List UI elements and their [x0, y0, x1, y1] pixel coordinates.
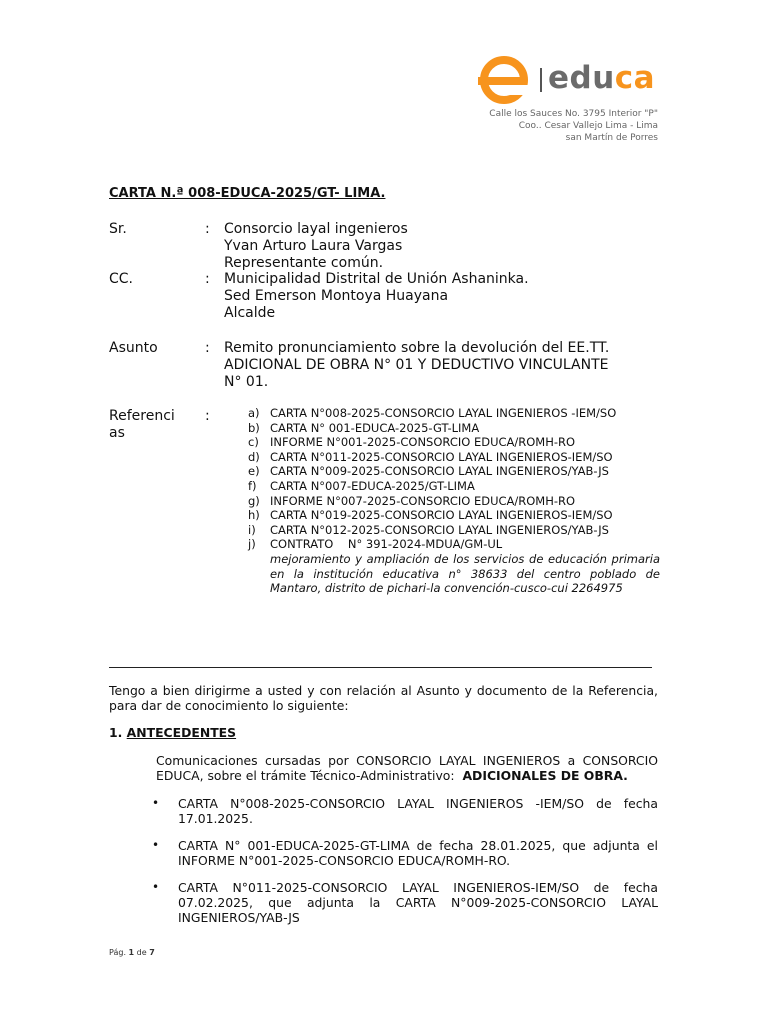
reference-item: [248, 494, 660, 509]
bullet-icon: •: [152, 796, 160, 810]
cc-label: CC.: [109, 271, 134, 287]
referencias-label: [109, 408, 175, 442]
asunto-colon: :: [205, 340, 210, 356]
section-title: ANTECEDENTES: [126, 725, 237, 740]
bullet-item: [152, 838, 658, 868]
reference-letter: i): [248, 522, 256, 537]
section-heading: [109, 725, 236, 740]
reference-text: CARTA N°008-2025-CONSORCIO LAYAL INGENIEROS -IEM/SO: [270, 406, 617, 420]
referencias-label-line: as: [109, 425, 125, 441]
reference-text: CARTA N°019-2025-CONSORCIO LAYAL INGENIEROS-IEM/SO: [270, 508, 613, 523]
reference-letter: f): [248, 478, 257, 493]
educa-logo: [478, 56, 668, 106]
footer-total: 7: [149, 948, 155, 957]
reference-item: [248, 406, 660, 421]
educa-e-logo-icon: [478, 56, 534, 108]
reference-text: INFORME N°001-2025-CONSORCIO EDUCA/ROMH-RO: [270, 435, 576, 450]
cc-line: Alcalde: [224, 305, 276, 321]
reference-letter: b): [248, 420, 260, 435]
references-list: [248, 406, 660, 596]
communications-paragraph: [156, 753, 658, 783]
reference-letter: e): [248, 464, 260, 479]
sr-line: Consorcio layal ingenieros: [224, 221, 408, 237]
bullet-text: CARTA N°008-2025-CONSORCIO LAYAL INGENIEROS -IEM/SO de fecha 17.01.2025.: [178, 796, 658, 826]
reference-item: [248, 537, 660, 552]
cc-line: Municipalidad Distrital de Unión Ashaninka.: [224, 271, 529, 287]
asunto-label: Asunto: [109, 340, 158, 356]
address-line: Calle los Sauces No. 3795 Interior "P": [489, 109, 658, 119]
sr-recipient: [224, 221, 408, 272]
sr-colon: :: [205, 221, 210, 237]
bullet-text: CARTA N°011-2025-CONSORCIO LAYAL INGENIEROS-IEM/SO de fecha 07.02.2025, que adjunta la CARTA N°009-2025-CONSORCIO LAYAL INGENIEROS/YAB-JS: [178, 880, 658, 925]
reference-text: CARTA N° 001-EDUCA-2025-GT-LIMA: [270, 420, 480, 435]
reference-item: [248, 479, 660, 494]
reference-item: [248, 450, 660, 465]
logo-word-edu: edu: [548, 60, 615, 96]
referencias-colon: :: [205, 408, 210, 424]
page-footer: [109, 948, 155, 957]
divider: [109, 667, 652, 668]
asunto-line: Remito pronunciamiento sobre la devolución del EE.TT.: [224, 340, 610, 356]
reference-item: [248, 508, 660, 523]
logo-separator: [540, 68, 542, 92]
reference-text: INFORME N°007-2025-CONSORCIO EDUCA/ROMH-RO: [270, 493, 576, 508]
reference-letter: d): [248, 449, 260, 464]
bullet-item: [152, 796, 658, 826]
sr-line: Yvan Arturo Laura Vargas: [224, 238, 403, 254]
asunto-line: ADICIONAL DE OBRA N° 01 Y DEDUCTIVO VINCULANTE: [224, 357, 609, 373]
reference-item: [248, 464, 660, 479]
reference-text: CARTA N°009-2025-CONSORCIO LAYAL INGENIEROS/YAB-JS: [270, 464, 609, 479]
section-number: 1.: [109, 725, 123, 740]
company-address: [489, 108, 658, 144]
bullet-icon: •: [152, 838, 160, 852]
reference-letter: g): [248, 493, 260, 508]
reference-text: CARTA N°007-EDUCA-2025/GT-LIMA: [270, 478, 475, 493]
bullet-item: [152, 880, 658, 925]
reference-text: CARTA N°012-2025-CONSORCIO LAYAL INGENIEROS/YAB-JS: [270, 522, 609, 537]
reference-letter: h): [248, 508, 260, 523]
logo-wordmark: [548, 60, 655, 96]
address-line: san Martín de Porres: [565, 133, 658, 143]
cc-line: Sed Emerson Montoya Huayana: [224, 288, 449, 304]
communications-text: Comunicaciones cursadas por CONSORCIO LAYAL INGENIEROS a CONSORCIO EDUCA, sobre el trámite Técnico-Administrativo:: [156, 753, 658, 783]
reference-text: CONTRATO N° 391-2024-MDUA/GM-UL: [270, 537, 503, 552]
address-line: Coo.. Cesar Vallejo Lima - Lima: [518, 121, 658, 131]
letter-title: CARTA N.ª 008-EDUCA-2025/GT- LIMA.: [109, 186, 386, 201]
cc-recipient: [224, 271, 529, 322]
sr-line: Representante común.: [224, 255, 384, 271]
logo-word-ca: ca: [614, 60, 656, 96]
intro-paragraph: Tengo a bien dirigirme a usted y con relación al Asunto y documento de la Referencia, para dar de conocimiento lo siguiente:: [109, 683, 658, 713]
referencias-label-line: Referenci: [109, 408, 175, 424]
sr-label: Sr.: [109, 221, 127, 237]
footer-prefix: Pág.: [109, 948, 126, 957]
reference-letter: a): [248, 406, 260, 420]
bullet-text: CARTA N° 001-EDUCA-2025-GT-LIMA de fecha 28.01.2025, que adjunta el INFORME N°001-2025-CONSORCIO EDUCA/ROMH-RO.: [178, 838, 658, 868]
reference-letter: j): [248, 537, 256, 552]
asunto-line: N° 01.: [224, 374, 269, 390]
bullet-icon: •: [152, 880, 160, 894]
communications-bold: ADICIONALES DE OBRA.: [462, 768, 628, 783]
cc-colon: :: [205, 271, 210, 287]
reference-item: [248, 435, 660, 450]
reference-text: CARTA N°011-2025-CONSORCIO LAYAL INGENIEROS-IEM/SO: [270, 449, 613, 464]
reference-letter: c): [248, 435, 259, 450]
footer-page: 1: [128, 948, 135, 957]
reference-item: [248, 421, 660, 436]
contract-description: mejoramiento y ampliación de los servicios de educación primaria en la institución educativa n° 38633 del centro poblado de Mantaro, distrito de pichari-la convención-cusco-cui 2264975: [270, 551, 660, 596]
asunto-text: [224, 340, 609, 391]
footer-of: de: [136, 948, 147, 957]
reference-item: [248, 523, 660, 538]
